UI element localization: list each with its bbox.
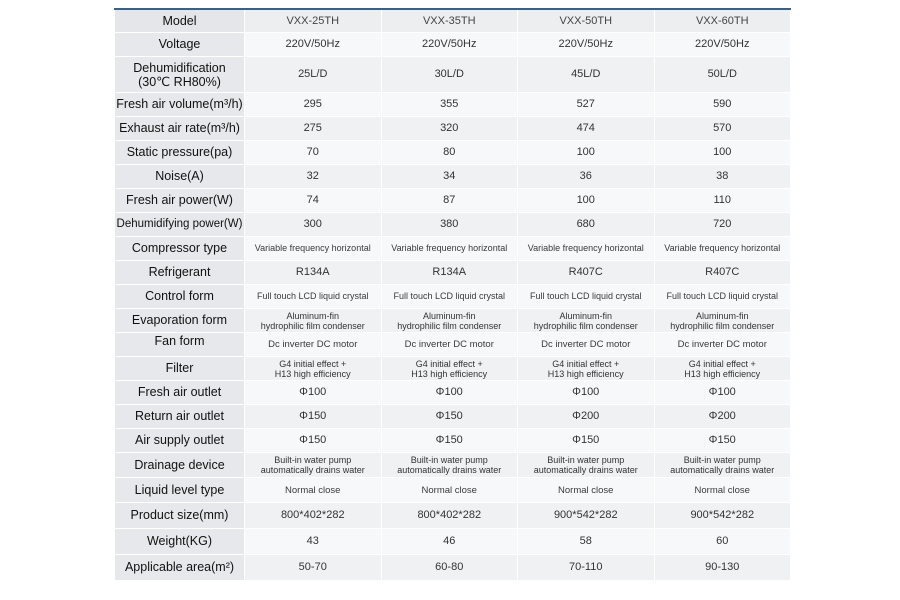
cell: 295 (245, 93, 382, 117)
cell: 680 (518, 213, 655, 237)
cell-line: Built-in water pump (410, 455, 488, 465)
row-label: Fresh air power(W) (115, 189, 245, 213)
cell-line: hydrophilic film condenser (397, 320, 502, 331)
cell: 220V/50Hz (245, 33, 382, 57)
cell: Φ150 (245, 405, 382, 429)
row-label (115, 57, 245, 93)
cell (654, 309, 791, 333)
cell: 70-110 (518, 555, 655, 581)
cell: 900*542*282 (654, 503, 791, 529)
cell: 25L/D (245, 57, 382, 93)
cell: Φ100 (245, 381, 382, 405)
cell-line: Built-in water pump (274, 455, 352, 465)
cell-line: H13 high efficiency (411, 368, 488, 379)
row-label: Applicable area(m²) (115, 555, 245, 581)
cell-line: hydrophilic film condenser (670, 320, 775, 331)
model-name: VXX-25TH (245, 9, 382, 33)
cell: 50-70 (245, 555, 382, 581)
cell (381, 357, 518, 381)
cell: Φ150 (518, 429, 655, 453)
cell-line: G4 initial effect + (279, 358, 347, 369)
cell (654, 357, 791, 381)
cell: R407C (654, 261, 791, 285)
cell: Normal close (518, 478, 655, 503)
cell: Φ200 (518, 405, 655, 429)
model-name: VXX-35TH (381, 9, 518, 33)
cell: 30L/D (381, 57, 518, 93)
row-label: Compressor type (115, 237, 245, 261)
cell: 300 (245, 213, 382, 237)
cell (654, 453, 791, 478)
row-label: Product size(mm) (115, 503, 245, 529)
cell: Dc inverter DC motor (245, 333, 382, 357)
row-label-line: (30℃ RH80%) (138, 74, 221, 89)
cell (245, 357, 382, 381)
row-label: Voltage (115, 33, 245, 57)
cell-line: Built-in water pump (683, 455, 761, 465)
model-name: VXX-50TH (518, 9, 655, 33)
cell: 570 (654, 117, 791, 141)
row-product-size (115, 503, 791, 529)
row-label: Exhaust air rate(m³/h) (115, 117, 245, 141)
cell-line: G4 initial effect + (415, 358, 483, 369)
cell: 474 (518, 117, 655, 141)
cell: Φ150 (381, 405, 518, 429)
cell: 527 (518, 93, 655, 117)
row-filter (115, 357, 791, 381)
cell: 80 (381, 141, 518, 165)
row-label: Weight(KG) (115, 529, 245, 555)
cell: 50L/D (654, 57, 791, 93)
cell: 43 (245, 529, 382, 555)
row-compressor-type (115, 237, 791, 261)
row-label: Dehumidifying power(W) (115, 213, 245, 237)
cell-line: automatically drains water (397, 465, 502, 475)
cell: Dc inverter DC motor (381, 333, 518, 357)
row-label: Control form (115, 285, 245, 309)
cell: 87 (381, 189, 518, 213)
cell-line: automatically drains water (533, 465, 638, 475)
cell-line: Aluminum-fin (559, 310, 612, 321)
cell-line: automatically drains water (260, 465, 365, 475)
cell: Φ100 (654, 381, 791, 405)
cell: R134A (245, 261, 382, 285)
spec-table (114, 8, 791, 581)
cell-line: hydrophilic film condenser (533, 320, 638, 331)
row-label: Filter (115, 357, 245, 381)
cell: 800*402*282 (245, 503, 382, 529)
cell: R407C (518, 261, 655, 285)
cell: 275 (245, 117, 382, 141)
cell: Φ150 (245, 429, 382, 453)
cell: Normal close (245, 478, 382, 503)
cell: 32 (245, 165, 382, 189)
cell: 800*402*282 (381, 503, 518, 529)
cell: 74 (245, 189, 382, 213)
row-air-supply-outlet (115, 429, 791, 453)
row-label: Air supply outlet (115, 429, 245, 453)
cell: Variable frequency horizontal (518, 237, 655, 261)
row-fresh-air-power (115, 189, 791, 213)
row-label: Evaporation form (115, 309, 245, 333)
cell: 100 (654, 141, 791, 165)
row-label: Liquid level type (115, 478, 245, 503)
cell: R134A (381, 261, 518, 285)
row-label: Return air outlet (115, 405, 245, 429)
cell-line: Built-in water pump (547, 455, 625, 465)
row-liquid-level-type (115, 478, 791, 503)
cell: 100 (518, 141, 655, 165)
cell: 220V/50Hz (518, 33, 655, 57)
cell: 320 (381, 117, 518, 141)
row-static-pressure (115, 141, 791, 165)
row-weight (115, 529, 791, 555)
cell-line: H13 high efficiency (684, 368, 761, 379)
cell: 720 (654, 213, 791, 237)
row-evaporation-form (115, 309, 791, 333)
row-label: Noise(A) (115, 165, 245, 189)
cell: Variable frequency horizontal (654, 237, 791, 261)
row-fresh-air-outlet (115, 381, 791, 405)
header-label: Model (115, 9, 245, 33)
cell: Normal close (381, 478, 518, 503)
row-applicable-area (115, 555, 791, 581)
row-label: Drainage device (115, 453, 245, 478)
cell: 220V/50Hz (381, 33, 518, 57)
cell: 355 (381, 93, 518, 117)
row-return-air-outlet (115, 405, 791, 429)
cell (381, 453, 518, 478)
row-label: Fresh air outlet (115, 381, 245, 405)
row-drainage-device (115, 453, 791, 478)
row-label: Fresh air volume(m³/h) (115, 93, 245, 117)
cell: Φ100 (381, 381, 518, 405)
cell (518, 309, 655, 333)
row-label: Fan form (115, 333, 245, 357)
cell: 36 (518, 165, 655, 189)
cell: Φ200 (654, 405, 791, 429)
cell (245, 309, 382, 333)
cell-line: H13 high efficiency (274, 368, 351, 379)
row-fresh-air-volume (115, 93, 791, 117)
cell: 70 (245, 141, 382, 165)
row-noise (115, 165, 791, 189)
cell: Full touch LCD liquid crystal (518, 285, 655, 309)
cell: 100 (518, 189, 655, 213)
cell: Φ150 (381, 429, 518, 453)
cell-line: G4 initial effect + (688, 358, 756, 369)
cell-line: H13 high efficiency (547, 368, 624, 379)
cell: 34 (381, 165, 518, 189)
row-exhaust-air-rate (115, 117, 791, 141)
row-fan-form (115, 333, 791, 357)
cell: Dc inverter DC motor (654, 333, 791, 357)
row-refrigerant (115, 261, 791, 285)
cell: Full touch LCD liquid crystal (245, 285, 382, 309)
cell: 220V/50Hz (654, 33, 791, 57)
cell: 58 (518, 529, 655, 555)
header-row (115, 9, 791, 33)
cell: 380 (381, 213, 518, 237)
row-dehumidification (115, 57, 791, 93)
cell: Dc inverter DC motor (518, 333, 655, 357)
cell: Full touch LCD liquid crystal (654, 285, 791, 309)
cell-line: G4 initial effect + (552, 358, 620, 369)
cell: 110 (654, 189, 791, 213)
cell: 38 (654, 165, 791, 189)
row-control-form (115, 285, 791, 309)
row-voltage (115, 33, 791, 57)
cell-line: Aluminum-fin (286, 310, 339, 321)
cell (518, 357, 655, 381)
cell (381, 309, 518, 333)
cell: 60-80 (381, 555, 518, 581)
cell (518, 453, 655, 478)
cell-line: Aluminum-fin (422, 310, 476, 321)
row-dehumidifying-power (115, 213, 791, 237)
cell: 60 (654, 529, 791, 555)
cell: 590 (654, 93, 791, 117)
cell: Φ100 (518, 381, 655, 405)
cell: Φ150 (654, 429, 791, 453)
cell: Normal close (654, 478, 791, 503)
cell: 900*542*282 (518, 503, 655, 529)
cell: Variable frequency horizontal (245, 237, 382, 261)
cell (245, 453, 382, 478)
model-name: VXX-60TH (654, 9, 791, 33)
cell: 46 (381, 529, 518, 555)
row-label-line: Dehumidification (133, 60, 226, 75)
cell-line: automatically drains water (670, 465, 775, 475)
cell: Full touch LCD liquid crystal (381, 285, 518, 309)
cell: 45L/D (518, 57, 655, 93)
cell-line: hydrophilic film condenser (260, 320, 365, 331)
row-label: Static pressure(pa) (115, 141, 245, 165)
row-label: Refrigerant (115, 261, 245, 285)
cell: Variable frequency horizontal (381, 237, 518, 261)
cell-line: Aluminum-fin (695, 310, 749, 321)
cell: 90-130 (654, 555, 791, 581)
